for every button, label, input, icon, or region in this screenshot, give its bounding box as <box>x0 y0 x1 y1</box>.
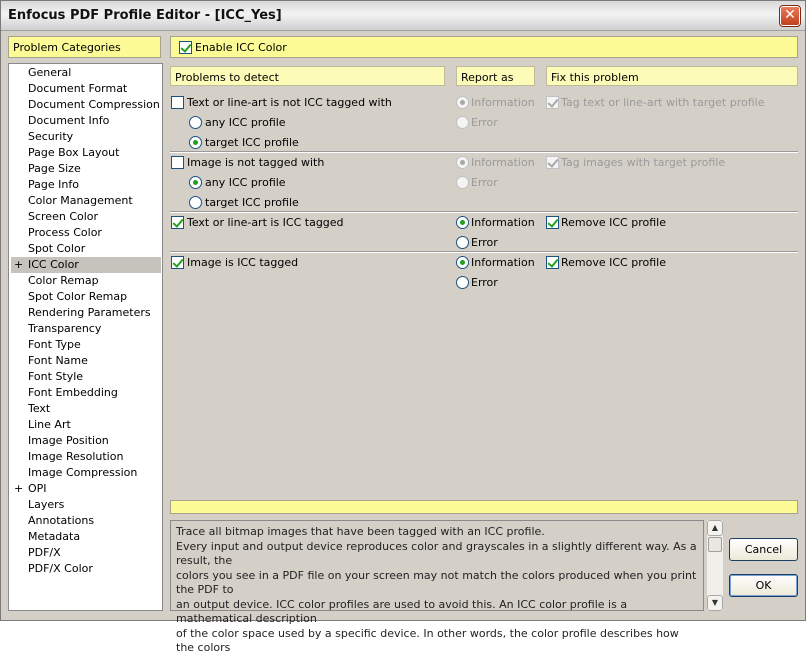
column-header-report <box>456 66 535 86</box>
row2-checkbox[interactable] <box>171 156 184 169</box>
sidebar-item-annotations[interactable] <box>11 513 161 529</box>
row2-option-any-radio[interactable] <box>189 176 202 189</box>
row1-report-error-label: Error <box>471 116 498 129</box>
row2-option-target-label: target ICC profile <box>205 196 299 209</box>
row4-fix-checkbox[interactable] <box>546 256 559 269</box>
description-line: colors you see in a PDF file on your screen may not match the colors produced when you print the PDF to <box>176 568 697 596</box>
sidebar-item-opi[interactable] <box>11 481 161 497</box>
row1-report-error-radio[interactable] <box>456 116 469 129</box>
cancel-button[interactable]: Cancel <box>729 538 798 561</box>
sidebar-item-page-info[interactable] <box>11 177 161 193</box>
sidebar-item-label: PDF/X <box>28 546 61 559</box>
row1-option-any-label: any ICC profile <box>205 116 286 129</box>
sidebar-item-label: Spot Color <box>28 242 86 255</box>
description-line: Trace all bitmap images that have been tagged with an ICC profile. <box>176 525 545 538</box>
row3-checkbox[interactable] <box>171 216 184 229</box>
window-title: Enfocus PDF Profile Editor - [ICC_Yes] <box>8 8 282 23</box>
row2-report-information-label: Information <box>471 156 535 169</box>
description-line: an output device. ICC color profiles are used to avoid this. An ICC color profile is a mathematical description <box>176 597 628 625</box>
row4-report-information-radio[interactable] <box>456 256 469 269</box>
sidebar-item-label: Font Embedding <box>28 386 118 399</box>
sidebar-item-font-type[interactable] <box>11 337 161 353</box>
row3-report-error-radio[interactable] <box>456 236 469 249</box>
sidebar-item-label: Page Box Layout <box>28 146 120 159</box>
row2-report-error-label: Error <box>471 176 498 189</box>
scroll-thumb[interactable] <box>708 537 722 552</box>
problem-categories-list[interactable] <box>8 63 163 611</box>
sidebar-item-document-format[interactable] <box>11 81 161 97</box>
sidebar-item-image-compression[interactable] <box>11 465 161 481</box>
sidebar-item-page-box-layout[interactable] <box>11 145 161 161</box>
close-icon[interactable]: ✕ <box>780 6 800 26</box>
sidebar-item-general[interactable] <box>11 65 161 81</box>
row2-report-error-radio[interactable] <box>456 176 469 189</box>
sidebar-item-label: Image Compression <box>28 466 138 479</box>
sidebar-item-label: Process Color <box>28 226 102 239</box>
column-header-fix <box>546 66 798 86</box>
sidebar-item-image-position[interactable] <box>11 433 161 449</box>
sidebar-item-page-size[interactable] <box>11 161 161 177</box>
sidebar-item-spot-color-remap[interactable] <box>11 289 161 305</box>
description-line: Every input and output device reproduces color and grayscales in a slightly different way. As a result, the <box>176 539 697 567</box>
sidebar-item-label: PDF/X Color <box>28 562 93 575</box>
sidebar-item-label: OPI <box>28 482 47 495</box>
sidebar-item-label: Text <box>28 402 51 415</box>
sidebar-item-color-remap[interactable] <box>11 273 161 289</box>
sidebar-item-layers[interactable] <box>11 497 161 513</box>
sidebar-header <box>8 36 161 58</box>
sidebar-item-label: Image Resolution <box>28 450 124 463</box>
row4-problem-label: Image is ICC tagged <box>187 256 299 269</box>
sidebar-item-image-resolution[interactable] <box>11 449 161 465</box>
sidebar-item-label: Color Management <box>28 194 133 207</box>
sidebar-item-label: Document Compression <box>28 98 160 111</box>
row3-report-information-radio[interactable] <box>456 216 469 229</box>
row2-problem-label: Image is not tagged with <box>187 156 325 169</box>
scroll-up-icon[interactable]: ▲ <box>707 520 723 536</box>
enable-icc-color-checkbox[interactable] <box>179 41 192 54</box>
sidebar-item-label: Rendering Parameters <box>28 306 151 319</box>
row2-fix-label: Tag images with target profile <box>561 156 726 169</box>
sidebar-item-text[interactable] <box>11 401 161 417</box>
column-header-problems <box>170 66 445 86</box>
sidebar-item-color-management[interactable] <box>11 193 161 209</box>
row3-problem-label: Text or line-art is ICC tagged <box>187 216 344 229</box>
sidebar-item-label: Layers <box>28 498 65 511</box>
sidebar-item-rendering-parameters[interactable] <box>11 305 161 321</box>
sidebar-item-label: Font Style <box>28 370 84 383</box>
status-bar <box>170 500 798 514</box>
sidebar-item-label: Document Format <box>28 82 128 95</box>
sidebar-item-font-style[interactable] <box>11 369 161 385</box>
row2-fix-checkbox[interactable] <box>546 156 559 169</box>
sidebar-item-label: Security <box>28 130 74 143</box>
scroll-down-icon[interactable]: ▼ <box>707 595 723 611</box>
sidebar-header-label: Problem Categories <box>13 41 121 54</box>
sidebar-item-font-name[interactable] <box>11 353 161 369</box>
row1-report-information-radio[interactable] <box>456 96 469 109</box>
row1-fix-checkbox[interactable] <box>546 96 559 109</box>
sidebar-item-metadata[interactable] <box>11 529 161 545</box>
sidebar-item-icc-color[interactable] <box>11 257 161 273</box>
row-separator-highlight <box>170 252 798 253</box>
sidebar-item-label: Spot Color Remap <box>28 290 128 303</box>
enable-icc-color-label: Enable ICC Color <box>195 41 287 54</box>
sidebar-item-line-art[interactable] <box>11 417 161 433</box>
row1-fix-label: Tag text or line-art with target profile <box>561 96 765 109</box>
row4-fix-label: Remove ICC profile <box>561 256 666 269</box>
sidebar-item-label: Metadata <box>28 530 81 543</box>
description-line: of the color space used by a specific device. In other words, the color profile describes how the colors <box>176 626 679 654</box>
row1-problem-label: Text or line-art is not ICC tagged with <box>187 96 392 109</box>
row3-report-information-label: Information <box>471 216 535 229</box>
ok-button[interactable]: OK <box>729 574 798 597</box>
sidebar-item-font-embedding[interactable] <box>11 385 161 401</box>
row2-report-information-radio[interactable] <box>456 156 469 169</box>
row2-option-target-radio[interactable] <box>189 196 202 209</box>
description-scrollbar[interactable] <box>707 520 723 611</box>
row1-option-target-radio[interactable] <box>189 136 202 149</box>
sidebar-item-label: Font Type <box>28 338 81 351</box>
row3-fix-label: Remove ICC profile <box>561 216 666 229</box>
sidebar-item-label: General <box>28 66 72 79</box>
column-header-report-label: Report as <box>461 71 514 84</box>
sidebar-item-label: Transparency <box>28 322 102 335</box>
description-text <box>170 520 704 654</box>
row1-option-target-label: target ICC profile <box>205 136 299 149</box>
row4-report-information-label: Information <box>471 256 535 269</box>
row4-report-error-radio[interactable] <box>456 276 469 289</box>
sidebar-item-security[interactable] <box>11 129 161 145</box>
sidebar-item-label: Color Remap <box>28 274 99 287</box>
sidebar-item-pdf-x-color[interactable] <box>11 561 161 577</box>
sidebar-item-label: Image Position <box>28 434 109 447</box>
enable-bar <box>170 36 798 58</box>
sidebar-item-label: Font Name <box>28 354 88 367</box>
sidebar-item-process-color[interactable] <box>11 225 161 241</box>
row3-report-error-label: Error <box>471 236 498 249</box>
row3-fix-checkbox[interactable] <box>546 216 559 229</box>
column-header-problems-label: Problems to detect <box>175 71 279 84</box>
row4-report-error-label: Error <box>471 276 498 289</box>
sidebar-item-label: Screen Color <box>28 210 99 223</box>
expand-icon[interactable]: + <box>14 258 24 271</box>
title-bar[interactable] <box>1 1 805 31</box>
sidebar-item-transparency[interactable] <box>11 321 161 337</box>
row1-report-information-label: Information <box>471 96 535 109</box>
sidebar-item-document-compression[interactable] <box>11 97 161 113</box>
row1-checkbox[interactable] <box>171 96 184 109</box>
row1-option-any-radio[interactable] <box>189 116 202 129</box>
expand-icon[interactable]: + <box>14 482 24 495</box>
sidebar-item-document-info[interactable] <box>11 113 161 129</box>
sidebar-item-screen-color[interactable] <box>11 209 161 225</box>
sidebar-item-label: Annotations <box>28 514 95 527</box>
sidebar-item-label: Page Info <box>28 178 79 191</box>
sidebar-item-label: Line Art <box>28 418 71 431</box>
sidebar-item-label: Document Info <box>28 114 110 127</box>
column-header-fix-label: Fix this problem <box>551 71 639 84</box>
sidebar-item-spot-color[interactable] <box>11 241 161 257</box>
row4-checkbox[interactable] <box>171 256 184 269</box>
row2-option-any-label: any ICC profile <box>205 176 286 189</box>
sidebar-item-pdf-x[interactable] <box>11 545 161 561</box>
sidebar-item-label: ICC Color <box>28 258 79 271</box>
sidebar-item-label: Page Size <box>28 162 81 175</box>
row-separator-highlight <box>170 152 798 153</box>
row-separator-highlight <box>170 212 798 213</box>
